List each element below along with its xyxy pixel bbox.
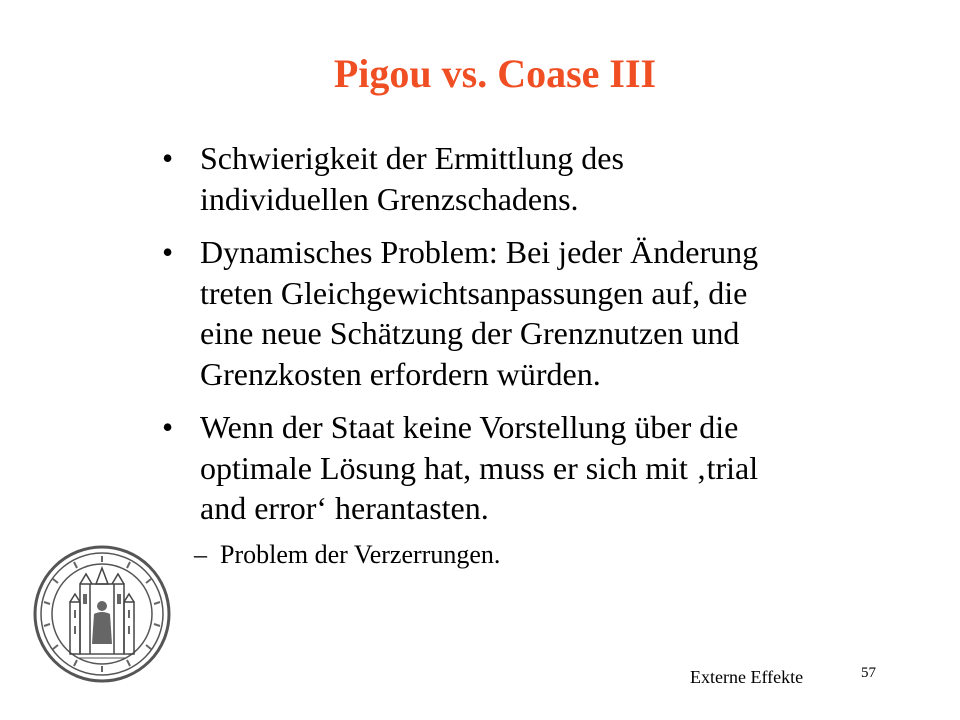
footer-label: Externe Effekte — [690, 667, 804, 687]
bullet-marker: • — [162, 409, 174, 445]
bullet-marker: • — [162, 234, 174, 270]
sub-bullet-item — [160, 538, 860, 572]
university-seal-icon — [32, 544, 172, 684]
bullet-line: eine neue Schätzung der Grenznutzen und — [200, 315, 740, 351]
bullet-item — [160, 138, 860, 219]
bullet-line: Wenn der Staat keine Vorstellung über die — [200, 409, 739, 445]
sub-bullet-marker: – — [194, 539, 207, 569]
bullet-line: individuellen Grenzschadens. — [200, 180, 579, 217]
bullet-item — [160, 407, 860, 529]
bullet-line: Grenzkosten erfordern würden. — [200, 355, 601, 392]
bullet-item — [160, 232, 860, 394]
slide-title: Pigou vs. Coase III — [333, 51, 657, 96]
bullet-marker: • — [162, 140, 174, 176]
bullet-line: treten Gleichgewichtsanpassungen auf, die — [200, 274, 748, 311]
bullet-line: optimale Lösung hat, muss er sich mit ‚trial — [200, 449, 759, 486]
sub-bullet-text: Problem der Verzerrungen. — [220, 539, 501, 569]
page-number: 57 — [861, 665, 876, 681]
bullet-line: Schwierigkeit der Ermittlung des — [200, 140, 624, 176]
bullet-line: and error‘ herantasten. — [200, 490, 489, 526]
bullet-list — [160, 138, 860, 572]
bullet-line: Dynamisches Problem: Bei jeder Änderung — [200, 234, 759, 270]
